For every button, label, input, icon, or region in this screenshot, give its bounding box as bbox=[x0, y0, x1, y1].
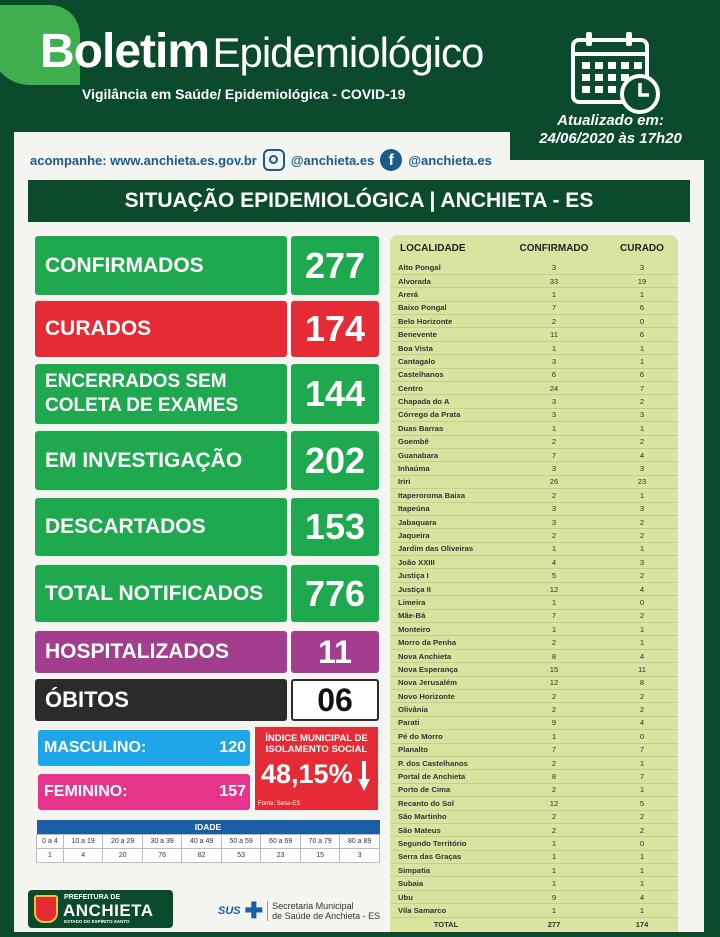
facebook-icon: f bbox=[380, 149, 402, 171]
location-name: Arerá bbox=[390, 288, 502, 301]
sus-cross-icon: ✚ bbox=[244, 898, 264, 923]
age-count: 4 bbox=[63, 848, 103, 862]
location-confirmed: 12 bbox=[502, 582, 606, 595]
calendar-clock-icon bbox=[570, 30, 662, 114]
age-title: IDADE bbox=[37, 820, 380, 834]
location-confirmed: 3 bbox=[502, 395, 606, 408]
location-name: Portal de Anchieta bbox=[390, 770, 502, 783]
location-confirmed: 2 bbox=[502, 810, 606, 823]
table-row bbox=[390, 368, 678, 381]
total-confirmado: 277 bbox=[547, 919, 561, 929]
age-range: 80 a 89 bbox=[340, 834, 380, 848]
table-row bbox=[390, 341, 678, 354]
location-name: P. dos Castelhanos bbox=[390, 756, 502, 769]
stat-notificados bbox=[35, 565, 379, 622]
location-recovered: 3 bbox=[606, 408, 678, 421]
stat-label: TOTAL NOTIFICADOS bbox=[35, 565, 287, 622]
location-name: Vila Samarco bbox=[390, 904, 502, 917]
location-confirmed: 1 bbox=[502, 877, 606, 890]
location-recovered: 6 bbox=[606, 301, 678, 314]
location-recovered: 5 bbox=[606, 797, 678, 810]
table-row bbox=[390, 676, 678, 689]
age-range: 0 a 4 bbox=[37, 834, 64, 848]
location-name: Justiça II bbox=[390, 582, 502, 595]
location-recovered: 2 bbox=[606, 609, 678, 622]
stat-value: 153 bbox=[291, 498, 379, 556]
sus-label: SUS bbox=[218, 905, 241, 917]
location-recovered: 4 bbox=[606, 582, 678, 595]
table-row bbox=[390, 609, 678, 622]
instagram-icon bbox=[263, 149, 285, 171]
location-recovered: 8 bbox=[606, 676, 678, 689]
pref-state: ESTADO DO ESPÍRITO SANTO bbox=[64, 919, 130, 924]
location-name: Goembê bbox=[390, 435, 502, 448]
location-name: Nova Esperança bbox=[390, 663, 502, 676]
location-recovered: 2 bbox=[606, 810, 678, 823]
location-recovered: 0 bbox=[606, 315, 678, 328]
location-confirmed: 1 bbox=[502, 730, 606, 743]
location-name: Alvorada bbox=[390, 274, 502, 287]
location-name: Parati bbox=[390, 716, 502, 729]
table-row bbox=[390, 515, 678, 528]
table-row bbox=[390, 288, 678, 301]
location-recovered: 2 bbox=[606, 529, 678, 542]
title-boletim: Boletim bbox=[40, 25, 210, 78]
age-range: 60 a 69 bbox=[261, 834, 301, 848]
gender-label: MASCULINO: bbox=[44, 739, 147, 756]
location-recovered: 7 bbox=[606, 770, 678, 783]
location-confirmed: 15 bbox=[502, 663, 606, 676]
table-row bbox=[390, 636, 678, 649]
stat-encerrados bbox=[35, 364, 379, 424]
table-row bbox=[390, 743, 678, 756]
stat-obitos bbox=[35, 679, 379, 721]
table-row bbox=[390, 315, 678, 328]
table-row bbox=[390, 328, 678, 341]
location-name: Belo Horizonte bbox=[390, 315, 502, 328]
location-recovered: 1 bbox=[606, 783, 678, 796]
facebook-handle[interactable]: @anchieta.es bbox=[408, 152, 492, 168]
secretaria-logo bbox=[218, 900, 380, 922]
total-label: TOTAL bbox=[433, 919, 459, 929]
secretaria-text bbox=[267, 901, 380, 921]
table-row bbox=[390, 810, 678, 823]
location-name: Nova Anchieta bbox=[390, 649, 502, 662]
location-name: Guanabara bbox=[390, 448, 502, 461]
location-confirmed: 2 bbox=[502, 783, 606, 796]
table-row bbox=[390, 261, 678, 274]
page-subtitle: Vigilância em Saúde/ Epidemiológica - COVID-19 bbox=[82, 86, 406, 102]
table-row bbox=[390, 569, 678, 582]
col-confirmado: CONFIRMADO bbox=[519, 242, 589, 254]
location-name: Córrego da Prata bbox=[390, 408, 502, 421]
table-row bbox=[390, 716, 678, 729]
location-recovered: 1 bbox=[606, 850, 678, 863]
col-localidade: LOCALIDADE bbox=[400, 242, 466, 254]
location-confirmed: 1 bbox=[502, 623, 606, 636]
table-row bbox=[390, 823, 678, 836]
gender-value: 157 bbox=[219, 783, 246, 800]
location-confirmed: 3 bbox=[502, 355, 606, 368]
location-confirmed: 2 bbox=[502, 636, 606, 649]
location-recovered: 2 bbox=[606, 703, 678, 716]
update-timestamp bbox=[518, 112, 703, 148]
table-row bbox=[390, 556, 678, 569]
location-confirmed: 5 bbox=[502, 569, 606, 582]
stat-label: EM INVESTIGAÇÃO bbox=[35, 431, 287, 490]
age-range: 10 a 19 bbox=[63, 834, 103, 848]
location-recovered: 4 bbox=[606, 448, 678, 461]
table-row bbox=[390, 355, 678, 368]
location-confirmed: 9 bbox=[502, 716, 606, 729]
age-range: 30 a 39 bbox=[142, 834, 182, 848]
stat-label: DESCARTADOS bbox=[35, 498, 287, 556]
location-name: Morro da Penha bbox=[390, 636, 502, 649]
age-count: 23 bbox=[261, 848, 301, 862]
location-recovered: 1 bbox=[606, 864, 678, 877]
location-name: Itaperoroma Baixa bbox=[390, 489, 502, 502]
location-confirmed: 33 bbox=[502, 274, 606, 287]
table-row bbox=[390, 529, 678, 542]
location-recovered: 1 bbox=[606, 341, 678, 354]
location-name: São Mateus bbox=[390, 823, 502, 836]
instagram-handle[interactable]: @anchieta.es bbox=[290, 152, 375, 168]
table-row bbox=[390, 850, 678, 863]
location-name: Simpatia bbox=[390, 864, 502, 877]
age-ranges-row bbox=[37, 834, 380, 848]
location-name: Novo Horizonte bbox=[390, 690, 502, 703]
location-confirmed: 2 bbox=[502, 529, 606, 542]
location-name: Ubu bbox=[390, 890, 502, 903]
location-recovered: 1 bbox=[606, 636, 678, 649]
location-confirmed: 1 bbox=[502, 542, 606, 555]
stat-label: ÓBITOS bbox=[35, 679, 287, 721]
gender-masculino bbox=[38, 730, 250, 766]
location-name: Olivânia bbox=[390, 703, 502, 716]
location-confirmed: 8 bbox=[502, 649, 606, 662]
location-confirmed: 7 bbox=[502, 448, 606, 461]
table-row bbox=[390, 770, 678, 783]
isolation-value: 48,15% bbox=[261, 759, 353, 789]
gender-feminino bbox=[38, 774, 250, 810]
col-curado: CURADO bbox=[620, 242, 664, 254]
location-name: Porto de Cima bbox=[390, 783, 502, 796]
location-name: São Martinho bbox=[390, 810, 502, 823]
location-recovered: 6 bbox=[606, 368, 678, 381]
table-row bbox=[390, 730, 678, 743]
location-recovered: 1 bbox=[606, 542, 678, 555]
table-row bbox=[390, 690, 678, 703]
location-name: Cantagalo bbox=[390, 355, 502, 368]
age-range: 20 a 29 bbox=[103, 834, 143, 848]
location-recovered: 1 bbox=[606, 904, 678, 917]
age-counts-row bbox=[37, 848, 380, 862]
coat-of-arms-icon bbox=[34, 895, 58, 923]
location-confirmed: 1 bbox=[502, 422, 606, 435]
header bbox=[0, 0, 720, 118]
age-range: 40 a 49 bbox=[182, 834, 222, 848]
stat-value: 202 bbox=[291, 431, 379, 490]
table-row bbox=[390, 462, 678, 475]
age-count: 76 bbox=[142, 848, 182, 862]
age-count: 3 bbox=[340, 848, 380, 862]
location-recovered: 1 bbox=[606, 877, 678, 890]
age-count: 20 bbox=[103, 848, 143, 862]
location-recovered: 0 bbox=[606, 837, 678, 850]
location-recovered: 1 bbox=[606, 355, 678, 368]
location-name: Subaia bbox=[390, 877, 502, 890]
location-name: Benevente bbox=[390, 328, 502, 341]
social-bar bbox=[30, 148, 492, 172]
location-recovered: 4 bbox=[606, 649, 678, 662]
location-confirmed: 7 bbox=[502, 743, 606, 756]
location-confirmed: 2 bbox=[502, 690, 606, 703]
pref-top: PREFEITURA DE bbox=[64, 894, 121, 901]
age-range: 70 a 79 bbox=[300, 834, 340, 848]
location-recovered: 1 bbox=[606, 623, 678, 636]
stat-confirmados bbox=[35, 236, 379, 295]
location-recovered: 1 bbox=[606, 489, 678, 502]
location-confirmed: 1 bbox=[502, 288, 606, 301]
age-range: 50 a 59 bbox=[221, 834, 261, 848]
age-count: 82 bbox=[182, 848, 222, 862]
location-name: Serra das Graças bbox=[390, 850, 502, 863]
table-row bbox=[390, 395, 678, 408]
prefeitura-logo bbox=[28, 890, 173, 928]
update-date: 24/06/2020 às 17h20 bbox=[539, 130, 682, 147]
location-confirmed: 3 bbox=[502, 408, 606, 421]
table-row bbox=[390, 274, 678, 287]
stat-value: 11 bbox=[291, 631, 379, 673]
location-name: Iriri bbox=[390, 475, 502, 488]
age-table bbox=[36, 820, 380, 863]
locations-panel bbox=[390, 235, 678, 932]
location-name: Limeira bbox=[390, 596, 502, 609]
location-confirmed: 3 bbox=[502, 261, 606, 274]
locations-table bbox=[390, 235, 678, 931]
isolation-title: ÍNDICE MUNICIPAL DE ISOLAMENTO SOCIAL bbox=[265, 733, 368, 755]
location-name: Jaqueira bbox=[390, 529, 502, 542]
location-name: Monteiro bbox=[390, 623, 502, 636]
locations-body bbox=[390, 261, 678, 917]
location-confirmed: 7 bbox=[502, 301, 606, 314]
website-link[interactable]: acompanhe: www.anchieta.es.gov.br bbox=[30, 152, 257, 168]
location-recovered: 6 bbox=[606, 328, 678, 341]
location-name: Justiça I bbox=[390, 569, 502, 582]
location-confirmed: 24 bbox=[502, 382, 606, 395]
location-confirmed: 1 bbox=[502, 837, 606, 850]
location-confirmed: 3 bbox=[502, 502, 606, 515]
table-row bbox=[390, 649, 678, 662]
location-name: Alto Pongal bbox=[390, 261, 502, 274]
table-row bbox=[390, 448, 678, 461]
table-row bbox=[390, 864, 678, 877]
location-recovered: 23 bbox=[606, 475, 678, 488]
location-recovered: 1 bbox=[606, 756, 678, 769]
stat-value: 776 bbox=[291, 565, 379, 622]
isolation-source: Fonte: Sesa-ES bbox=[258, 801, 301, 807]
location-confirmed: 1 bbox=[502, 596, 606, 609]
table-row bbox=[390, 422, 678, 435]
location-confirmed: 6 bbox=[502, 368, 606, 381]
location-name: Itapeúna bbox=[390, 502, 502, 515]
age-count: 1 bbox=[37, 848, 64, 862]
location-confirmed: 12 bbox=[502, 676, 606, 689]
location-recovered: 0 bbox=[606, 596, 678, 609]
location-name: Nova Jerusalém bbox=[390, 676, 502, 689]
age-count: 15 bbox=[300, 848, 340, 862]
location-name: Centro bbox=[390, 382, 502, 395]
secretaria-line1: Secretaria Municipal bbox=[272, 901, 354, 911]
location-recovered: 0 bbox=[606, 730, 678, 743]
location-name: Inhaúma bbox=[390, 462, 502, 475]
table-row bbox=[390, 890, 678, 903]
location-name: João XXIII bbox=[390, 556, 502, 569]
location-name: Duas Barras bbox=[390, 422, 502, 435]
location-confirmed: 3 bbox=[502, 462, 606, 475]
location-recovered: 2 bbox=[606, 823, 678, 836]
location-confirmed: 11 bbox=[502, 328, 606, 341]
location-recovered: 11 bbox=[606, 663, 678, 676]
title-epidemiologico: Epidemiológico bbox=[212, 29, 484, 76]
pref-name: ANCHIETA bbox=[63, 901, 154, 920]
gender-value: 120 bbox=[219, 739, 246, 756]
location-confirmed: 2 bbox=[502, 315, 606, 328]
table-row bbox=[390, 582, 678, 595]
gender-label: FEMININO: bbox=[44, 783, 128, 800]
location-confirmed: 4 bbox=[502, 556, 606, 569]
stat-investigacao bbox=[35, 431, 379, 490]
table-row bbox=[390, 756, 678, 769]
table-row bbox=[390, 301, 678, 314]
location-name: Segundo Território bbox=[390, 837, 502, 850]
location-name: Jabaquara bbox=[390, 515, 502, 528]
table-row bbox=[390, 382, 678, 395]
page-title bbox=[40, 24, 483, 79]
table-row bbox=[390, 435, 678, 448]
arrow-down-icon bbox=[358, 761, 370, 791]
table-row bbox=[390, 877, 678, 890]
table-row bbox=[390, 663, 678, 676]
location-recovered: 7 bbox=[606, 382, 678, 395]
secretaria-line2: de Saúde de Anchieta - ES bbox=[272, 911, 381, 921]
update-label: Atualizado em: bbox=[557, 112, 664, 129]
isolation-index bbox=[255, 727, 378, 810]
table-row bbox=[390, 475, 678, 488]
total-curado: 174 bbox=[635, 919, 649, 929]
location-recovered: 4 bbox=[606, 890, 678, 903]
age-count: 53 bbox=[221, 848, 261, 862]
table-row bbox=[390, 542, 678, 555]
location-name: Pé do Morro bbox=[390, 730, 502, 743]
stat-label: CONFIRMADOS bbox=[35, 236, 287, 295]
stat-curados bbox=[35, 301, 379, 357]
location-confirmed: 8 bbox=[502, 770, 606, 783]
location-recovered: 3 bbox=[606, 502, 678, 515]
location-confirmed: 26 bbox=[502, 475, 606, 488]
stat-value: 144 bbox=[291, 364, 379, 424]
situation-title: SITUAÇÃO EPIDEMIOLÓGICA | ANCHIETA - ES bbox=[28, 180, 690, 222]
location-name: Jardim das Oliveiras bbox=[390, 542, 502, 555]
location-confirmed: 2 bbox=[502, 823, 606, 836]
stat-hospitalizados bbox=[35, 631, 379, 673]
location-recovered: 2 bbox=[606, 395, 678, 408]
location-confirmed: 1 bbox=[502, 341, 606, 354]
location-confirmed: 3 bbox=[502, 515, 606, 528]
location-confirmed: 12 bbox=[502, 797, 606, 810]
location-confirmed: 7 bbox=[502, 609, 606, 622]
location-name: Baixo Pongal bbox=[390, 301, 502, 314]
stat-label: HOSPITALIZADOS bbox=[35, 631, 287, 673]
location-name: Chapada do A bbox=[390, 395, 502, 408]
location-name: Mãe-Bá bbox=[390, 609, 502, 622]
table-row bbox=[390, 797, 678, 810]
table-row bbox=[390, 502, 678, 515]
location-recovered: 2 bbox=[606, 569, 678, 582]
table-row bbox=[390, 623, 678, 636]
stat-value: 174 bbox=[291, 301, 379, 357]
location-confirmed: 1 bbox=[502, 904, 606, 917]
location-confirmed: 2 bbox=[502, 756, 606, 769]
location-name: Boa Vista bbox=[390, 341, 502, 354]
table-row bbox=[390, 703, 678, 716]
location-confirmed: 2 bbox=[502, 489, 606, 502]
location-recovered: 3 bbox=[606, 556, 678, 569]
location-recovered: 4 bbox=[606, 716, 678, 729]
location-recovered: 1 bbox=[606, 288, 678, 301]
location-name: Planalto bbox=[390, 743, 502, 756]
location-confirmed: 1 bbox=[502, 850, 606, 863]
location-recovered: 3 bbox=[606, 261, 678, 274]
location-confirmed: 2 bbox=[502, 435, 606, 448]
table-row bbox=[390, 837, 678, 850]
table-row bbox=[390, 489, 678, 502]
locations-total-row bbox=[390, 917, 678, 931]
location-recovered: 2 bbox=[606, 690, 678, 703]
stat-descartados bbox=[35, 498, 379, 556]
stat-value: 277 bbox=[291, 236, 379, 295]
location-name: Castelhanos bbox=[390, 368, 502, 381]
location-recovered: 19 bbox=[606, 274, 678, 287]
location-confirmed: 9 bbox=[502, 890, 606, 903]
location-confirmed: 2 bbox=[502, 703, 606, 716]
table-row bbox=[390, 904, 678, 917]
table-row bbox=[390, 408, 678, 421]
location-confirmed: 1 bbox=[502, 864, 606, 877]
stat-label: CURADOS bbox=[35, 301, 287, 357]
location-recovered: 2 bbox=[606, 435, 678, 448]
stat-label: ENCERRADOS SEM COLETA DE EXAMES bbox=[35, 364, 287, 424]
location-recovered: 3 bbox=[606, 462, 678, 475]
location-recovered: 2 bbox=[606, 515, 678, 528]
table-row bbox=[390, 783, 678, 796]
location-name: Recanto do Sol bbox=[390, 797, 502, 810]
location-recovered: 1 bbox=[606, 422, 678, 435]
stat-value: 06 bbox=[291, 679, 379, 721]
table-row bbox=[390, 596, 678, 609]
location-recovered: 7 bbox=[606, 743, 678, 756]
